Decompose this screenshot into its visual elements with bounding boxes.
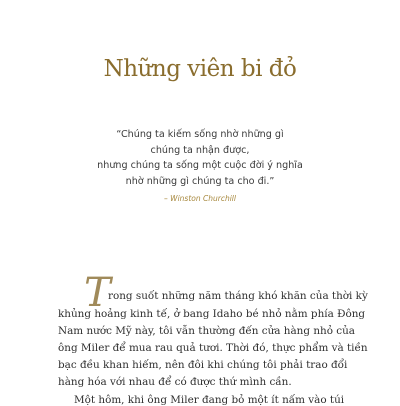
epigraph-attribution: – Winston Churchill [164,194,236,203]
body-line: hàng hóa với nhau để có được thứ mình cần. [58,376,292,388]
body-line: Nam nước Mỹ này, tôi vẫn thường đến cửa hàng nhỏ của [58,325,355,337]
epigraph-line: “Chúng ta kiếm sống nhờ những gì [116,129,284,140]
drop-cap: T [84,270,111,316]
chapter-title: Những viên bi đỏ [103,56,297,82]
epigraph-line: chúng ta nhận được, [150,144,250,156]
epigraph-line: nhờ những gì chúng ta cho đi.” [125,175,275,187]
body-line: bạc đều khan hiếm, nên đôi khi chúng tôi phải trao đổi [58,359,348,371]
body-line: Một hôm, khi ông Miler đang bỏ một ít nấm vào túi [74,394,345,406]
body-line: khủng hoảng kinh tế, ở bang Idaho bé nhỏ nằm phía Đông [58,308,366,320]
body-line: ông Miler để mua rau quả tươi. Thời đó, thực phẩm và tiền [58,342,368,354]
epigraph-line: nhưng chúng ta sống một cuộc đời ý nghĩa [97,160,303,171]
body-line: rong suốt những năm tháng khó khăn của thời kỳ [108,290,368,302]
